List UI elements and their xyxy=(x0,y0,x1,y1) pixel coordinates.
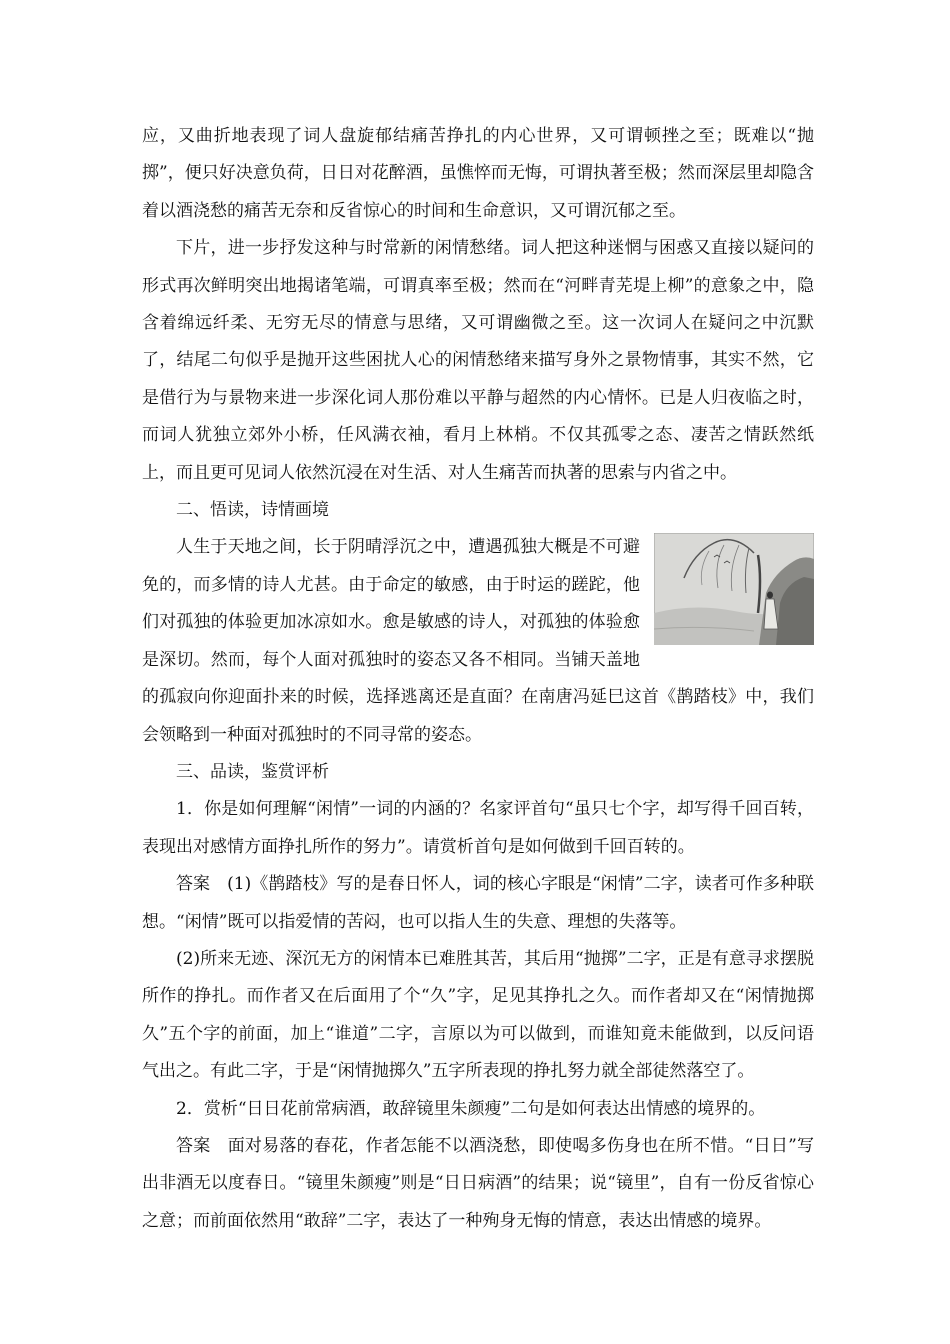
section2-paragraph: 人生于天地之间，长于阴晴浮沉之中，遭遇孤独大概是不可避免的，而多情的诗人尤甚。由于命定的敏感，由于时运的蹉跎，他们对孤独的体验更加冰凉如水。愈是敏感的诗人，对孤独的体验愈是深切。然而，每个人面对孤独时的姿态又各不相同。当铺天盖地的孤寂向你迎面扑来的时候，选择逃离还是直面？在南唐冯延巳这首《鹊踏枝》中，我们会领略到一种面对孤独时的不同寻常的姿态。 xyxy=(142,537,814,745)
ink-painting-image xyxy=(654,533,814,645)
painting-illustration xyxy=(654,533,814,645)
answer-1-part-2: (2)所来无迹、深沉无方的闲情本已难胜其苦，其后用“抛掷”二字，正是有意寻求摆脱所作的挣扎。而作者又在后面用了个“久”字，足见其挣扎之久。而作者却又在“闲情抛掷久”五个字的前面，加上“谁道”二字，言原以为可以做到，而谁知竟未能做到，以反问语气出之。有此二字，于是“闲情抛掷久”五字所表现的挣扎努力就全部徒然落空了。 xyxy=(142,948,814,1082)
document-page xyxy=(142,118,814,1240)
answer-2: 答案 面对易落的春花，作者怎能不以酒浇愁，即使喝多伤身也在所不惜。“日日”写出非酒无以度春日。“镜里朱颜瘦”则是“日日病酒”的结果；说“镜里”，自有一份反省惊心之意；而前面依然用“敢辞”二字，表达了一种殉身无悔的情意，表达出情感的境界。 xyxy=(142,1135,814,1231)
section3-heading: 三、品读，鉴赏评析 xyxy=(176,761,329,782)
section2-block xyxy=(142,529,814,753)
paragraph-xiapian: 下片，进一步抒发这种与时常新的闲情愁绪。词人把这种迷惘与困惑又直接以疑问的形式再次鲜明突出地揭诸笔端，可谓真率至极；然而在“河畔青芜堤上柳”的意象之中，隐含着绵远纤柔、无穷无尽的情意与思绪，又可谓幽微之至。这一次词人在疑问之中沉默了，结尾二句似乎是抛开这些困扰人心的闲情愁绪来描写身外之景物情事，其实不然，它是借行为与景物来进一步深化词人那份难以平静与超然的内心情怀。已是人归夜临之时，而词人犹独立郊外小桥，任风满衣袖，看月上林梢。不仅其孤零之态、凄苦之情跃然纸上，而且更可见词人依然沉浸在对生活、对人生痛苦而执著的思索与内省之中。 xyxy=(142,238,814,483)
answer-1-part-1: 答案 (1)《鹊踏枝》写的是春日怀人，词的核心字眼是“闲情”二字，读者可作多种联想。“闲情”既可以指爱情的苦闷，也可以指人生的失意、理想的失落等。 xyxy=(142,874,814,932)
question-2: 2．赏析“日日花前常病酒，敢辞镜里朱颜瘦”二句是如何表达出情感的境界的。 xyxy=(176,1098,766,1119)
paragraph-continued: 应，又曲折地表现了词人盘旋郁结痛苦挣扎的内心世界，又可谓顿挫之至；既难以“抛掷”，便只好决意负荷，日日对花醉酒，虽憔悴而无悔，可谓执著至极；然而深层里却隐含着以酒浇愁的痛苦无奈和反省惊心的时间和生命意识，又可谓沉郁之至。 xyxy=(142,126,814,221)
section2-heading: 二、悟读，诗情画境 xyxy=(176,500,329,521)
question-1: 1．你是如何理解“闲情”一词的内涵的？名家评首句“虽只七个字，却写得千回百转，表现出对感情方面挣扎所作的努力”。请赏析首句是如何做到千回百转的。 xyxy=(142,799,814,857)
